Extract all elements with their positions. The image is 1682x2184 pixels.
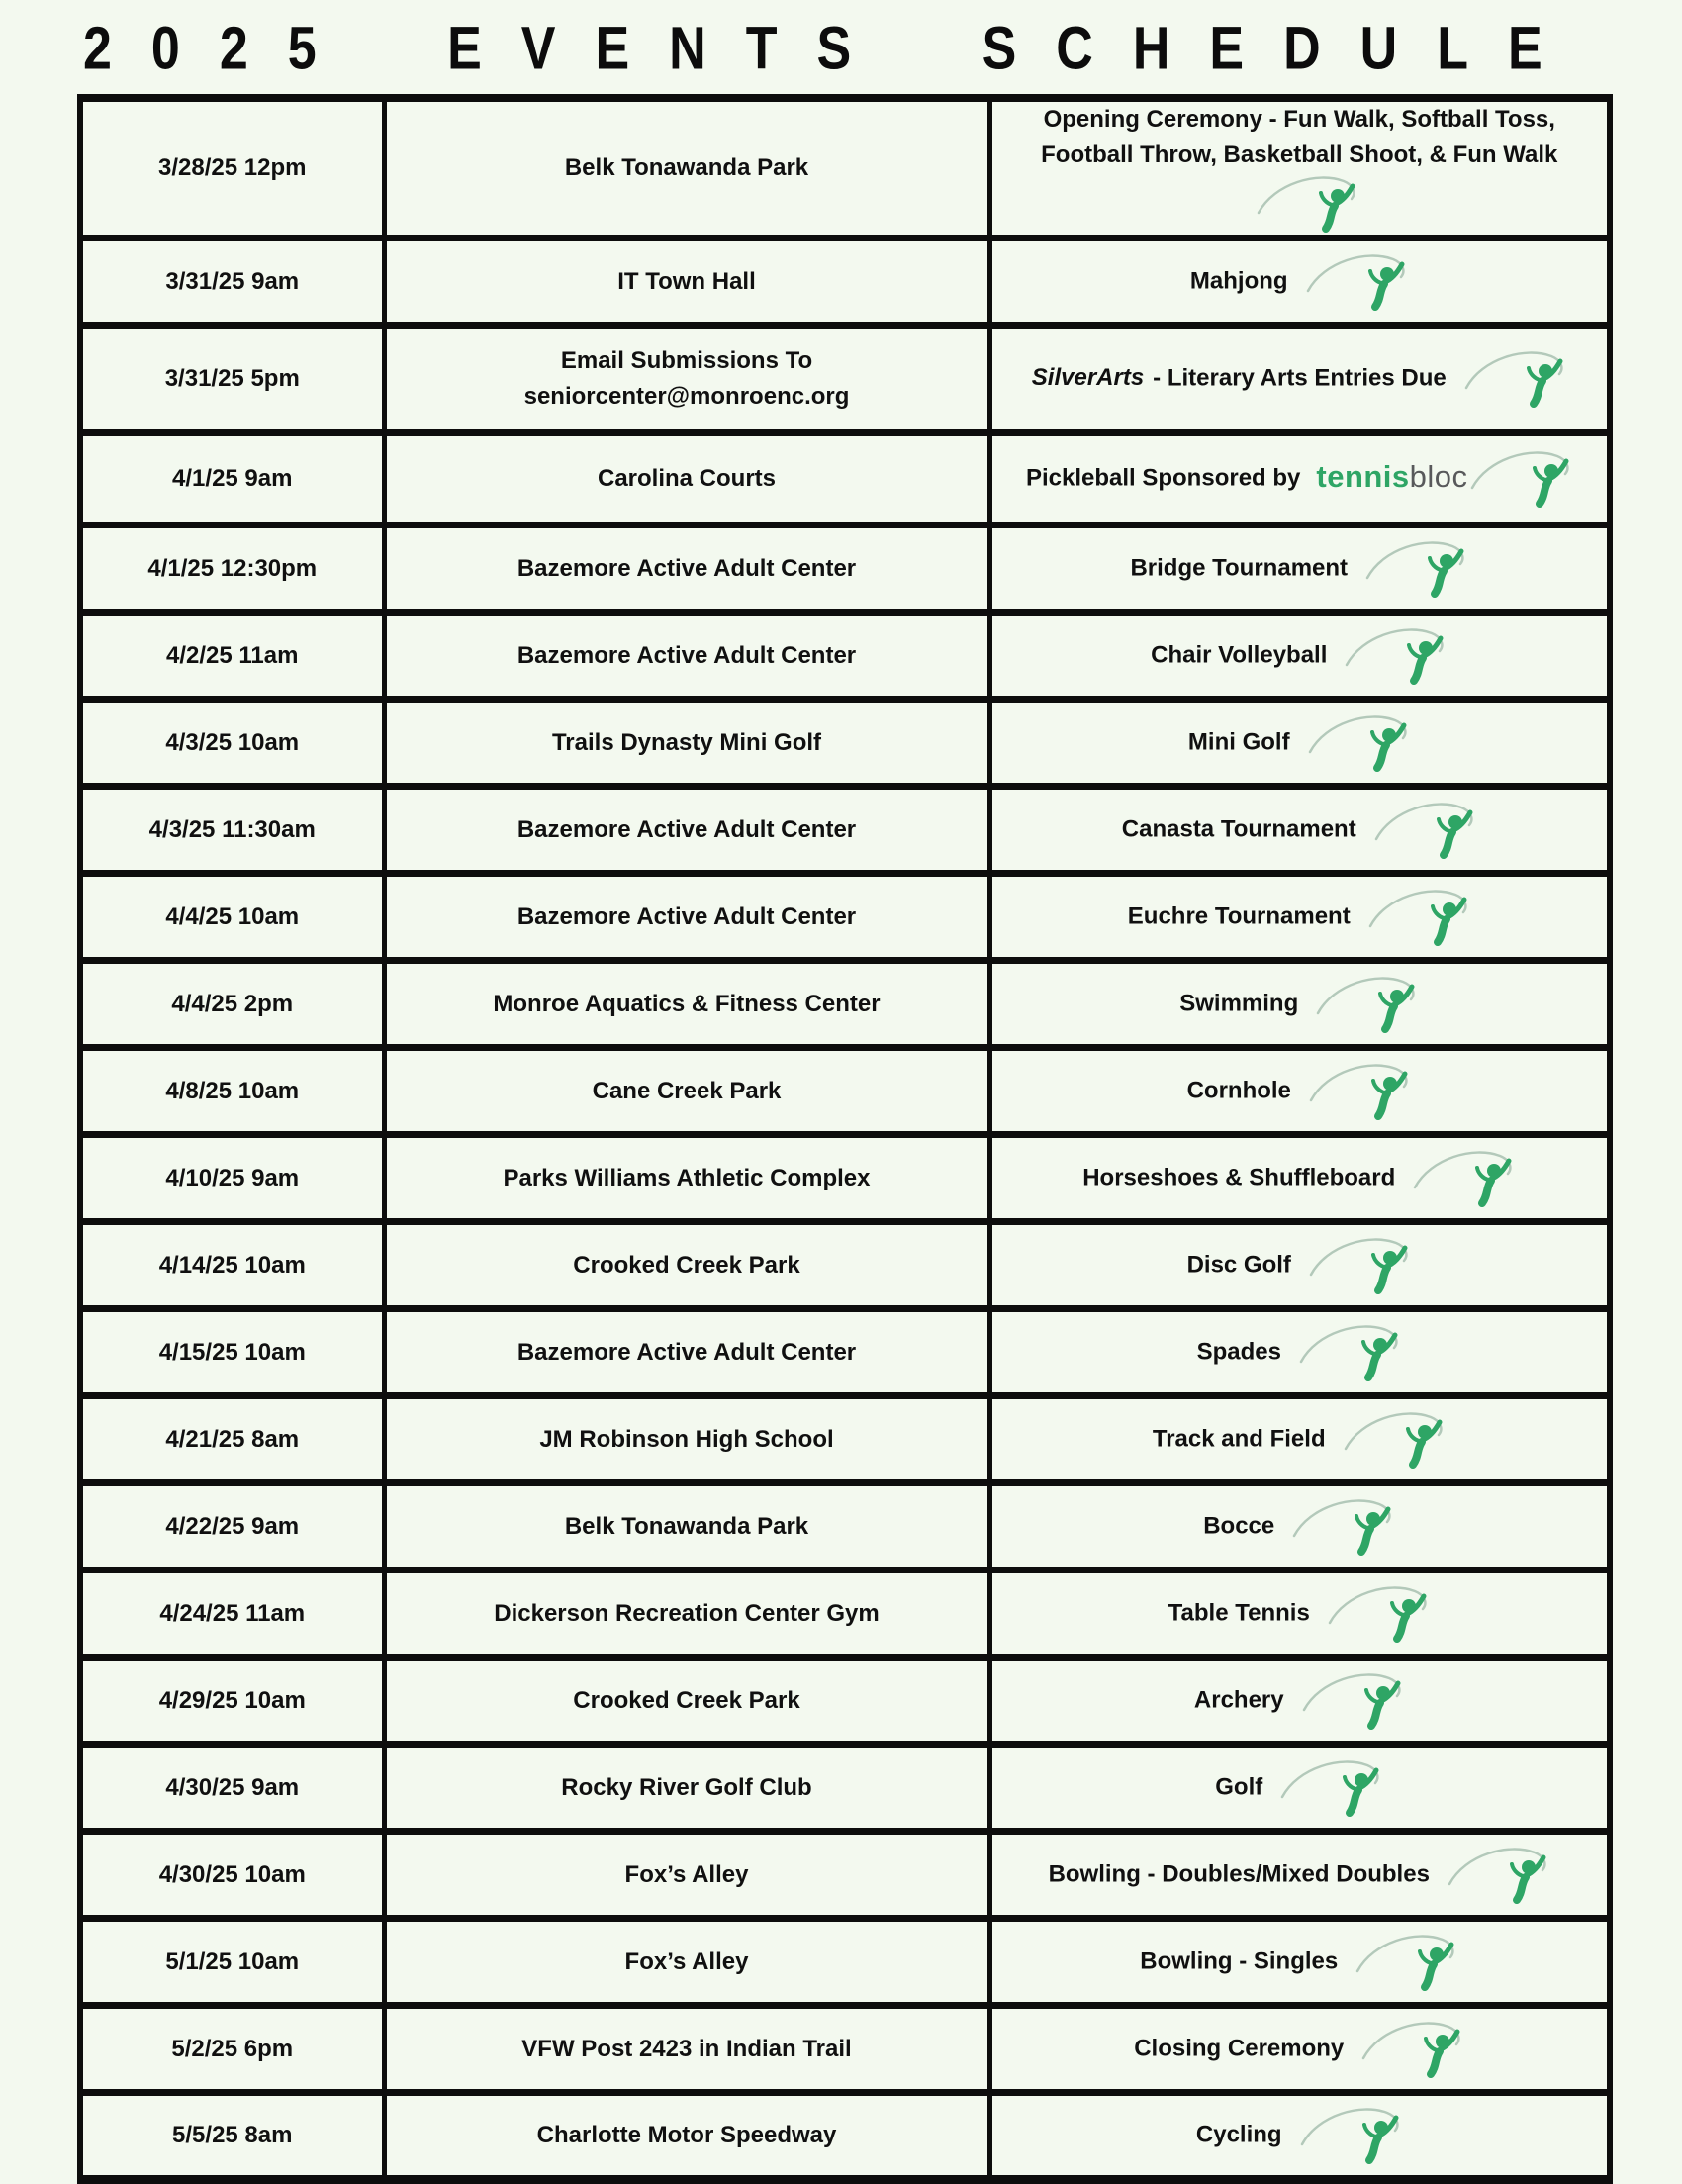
tennis-player-icon: [1280, 1756, 1383, 1817]
event-row: [80, 874, 1610, 961]
event-name-text: Opening Ceremony - Fun Walk, Softball Toss, Football Throw, Basketball Shoot, & Fun Walk: [1041, 106, 1558, 168]
event-datetime: 4/3/25 10am: [80, 700, 384, 787]
event-name: [989, 433, 1610, 525]
event-datetime: 4/30/25 10am: [80, 1832, 384, 1919]
tennisbloc-logo: [1354, 1930, 1458, 1991]
event-name: [989, 1309, 1610, 1396]
event-row: [80, 1832, 1610, 1919]
event-name: [989, 238, 1610, 326]
event-name-text: Euchre Tournament: [1127, 902, 1351, 929]
event-name-text: - Literary Arts Entries Due: [1153, 364, 1447, 392]
tennisbloc-logo: [1304, 249, 1409, 311]
event-location: Trails Dynasty Mini Golf: [384, 700, 989, 787]
event-row: [80, 238, 1610, 326]
event-row: [80, 787, 1610, 874]
event-name: [989, 2093, 1610, 2180]
event-location: Fox’s Alley: [384, 1919, 989, 2006]
event-datetime: 4/3/25 11:30am: [80, 787, 384, 874]
page-title: 2025 EVENTS SCHEDULE: [83, 15, 1582, 83]
tennis-player-icon: [1448, 1843, 1550, 1904]
event-row: [80, 2006, 1610, 2093]
event-name-text: Table Tennis: [1168, 1598, 1310, 1626]
event-location: Cane Creek Park: [384, 1048, 989, 1135]
tennisbloc-logo: [1363, 536, 1468, 598]
tennis-player-icon: [1374, 798, 1477, 859]
event-name-text: Pickleball Sponsored by: [1025, 464, 1301, 492]
event-name-text: Spades: [1196, 1337, 1281, 1365]
event-datetime: 4/14/25 10am: [80, 1222, 384, 1309]
event-row: [80, 433, 1610, 525]
event-name: [989, 1048, 1610, 1135]
tennisbloc-logo-bloc-text: bloc: [1409, 458, 1468, 494]
tennisbloc-logo: [1366, 885, 1471, 946]
tennisbloc-logo: [1326, 1581, 1431, 1643]
event-datetime: 5/2/25 6pm: [80, 2006, 384, 2093]
event-row: [80, 2093, 1610, 2180]
event-name-text: Horseshoes & Shuffleboard: [1082, 1163, 1396, 1190]
event-row: [80, 613, 1610, 700]
event-name-text: Chair Volleyball: [1151, 640, 1328, 668]
tennisbloc-logo: [1342, 1407, 1447, 1469]
tennis-player-icon: [1464, 346, 1567, 408]
event-name: [989, 1483, 1610, 1570]
tennisbloc-logo: [1316, 446, 1572, 508]
event-name-text: Canasta Tournament: [1121, 814, 1356, 842]
tennisbloc-logo: [1278, 1756, 1383, 1817]
tennis-player-icon: [1309, 1233, 1412, 1294]
event-datetime: 4/22/25 9am: [80, 1483, 384, 1570]
event-row: [80, 1919, 1610, 2006]
event-location: Belk Tonawanda Park: [384, 1483, 989, 1570]
event-row: [80, 1396, 1610, 1483]
event-location: JM Robinson High School: [384, 1396, 989, 1483]
event-name-text: Closing Ceremony: [1134, 2034, 1345, 2061]
tennisbloc-logo: [1255, 171, 1359, 233]
events-table: [77, 94, 1613, 2184]
event-name: [989, 961, 1610, 1048]
events-table-body: [80, 98, 1610, 2180]
event-datetime: 5/1/25 10am: [80, 1919, 384, 2006]
tennis-player-icon: [1257, 171, 1359, 233]
event-name-text: Bocce: [1203, 1511, 1275, 1539]
event-name: [989, 1745, 1610, 1832]
event-name-text: Bowling - Singles: [1140, 1947, 1339, 1974]
event-row: [80, 700, 1610, 787]
tennis-player-icon: [1355, 1930, 1458, 1991]
event-location: Charlotte Motor Speedway: [384, 2093, 989, 2180]
tennis-player-icon: [1344, 1407, 1447, 1469]
event-row: [80, 1483, 1610, 1570]
event-location: Bazemore Active Adult Center: [384, 1309, 989, 1396]
event-name: [989, 1658, 1610, 1745]
event-location: Fox’s Alley: [384, 1832, 989, 1919]
event-datetime: 4/29/25 10am: [80, 1658, 384, 1745]
event-row: [80, 1135, 1610, 1222]
tennisbloc-logo: [1300, 1668, 1405, 1730]
event-datetime: 4/24/25 11am: [80, 1570, 384, 1658]
tennis-player-icon: [1299, 1320, 1402, 1381]
event-location: Rocky River Golf Club: [384, 1745, 989, 1832]
event-datetime: 4/30/25 9am: [80, 1745, 384, 1832]
event-name: [989, 874, 1610, 961]
event-datetime: 4/4/25 10am: [80, 874, 384, 961]
event-row: [80, 326, 1610, 433]
event-location: VFW Post 2423 in Indian Trail: [384, 2006, 989, 2093]
event-location: Crooked Creek Park: [384, 1222, 989, 1309]
event-row: [80, 1048, 1610, 1135]
event-name: [989, 787, 1610, 874]
event-name-text: Archery: [1193, 1685, 1284, 1713]
event-name: [989, 2006, 1610, 2093]
event-row: [80, 1658, 1610, 1745]
tennisbloc-logo: [1343, 623, 1448, 685]
event-datetime: 4/4/25 2pm: [80, 961, 384, 1048]
tennis-player-icon: [1361, 2017, 1464, 2078]
tennisbloc-logo: [1306, 711, 1411, 772]
event-name-text: Golf: [1215, 1772, 1263, 1800]
event-name: [989, 1135, 1610, 1222]
event-row: [80, 961, 1610, 1048]
tennisbloc-logo: [1462, 346, 1567, 408]
event-datetime: 4/15/25 10am: [80, 1309, 384, 1396]
event-row: [80, 1222, 1610, 1309]
event-location: Bazemore Active Adult Center: [384, 525, 989, 613]
tennisbloc-logo: [1446, 1843, 1550, 1904]
event-name: [989, 1396, 1610, 1483]
event-datetime: 3/31/25 5pm: [80, 326, 384, 433]
event-datetime: 4/1/25 9am: [80, 433, 384, 525]
event-name-text: Cycling: [1195, 2121, 1282, 2148]
event-location: Dickerson Recreation Center Gym: [384, 1570, 989, 1658]
event-name-text: Cornhole: [1186, 1076, 1291, 1103]
event-row: [80, 98, 1610, 238]
event-location: Email Submissions To seniorcenter@monroenc.org: [384, 326, 989, 433]
tennisbloc-logo: [1359, 2017, 1464, 2078]
event-name-text: Bridge Tournament: [1130, 553, 1349, 581]
tennis-player-icon: [1292, 1494, 1395, 1556]
event-datetime: 4/1/25 12:30pm: [80, 525, 384, 613]
event-location: Parks Williams Athletic Complex: [384, 1135, 989, 1222]
tennisbloc-logo: [1314, 972, 1419, 1033]
tennis-player-icon: [1413, 1146, 1516, 1207]
tennis-player-icon: [1308, 711, 1411, 772]
tennis-player-icon: [1365, 536, 1468, 598]
tennis-player-icon: [1309, 1059, 1412, 1120]
tennisbloc-logo-tennis-text: tennis: [1316, 458, 1410, 494]
tennis-player-icon: [1306, 249, 1409, 311]
event-datetime: 3/31/25 9am: [80, 238, 384, 326]
event-name-text: Disc Golf: [1186, 1250, 1291, 1278]
event-row: [80, 1745, 1610, 1832]
event-name: [989, 326, 1610, 433]
event-name-text: Track and Field: [1152, 1424, 1326, 1452]
tennis-player-icon: [1470, 446, 1573, 508]
event-datetime: 4/21/25 8am: [80, 1396, 384, 1483]
event-location: Bazemore Active Adult Center: [384, 874, 989, 961]
event-name-text: Bowling - Doubles/Mixed Doubles: [1048, 1859, 1430, 1887]
tennisbloc-logo: [1290, 1494, 1395, 1556]
tennisbloc-logo: [1297, 1320, 1402, 1381]
tennisbloc-logo: [1298, 2103, 1403, 2164]
tennis-player-icon: [1316, 972, 1419, 1033]
event-name-italic-part: SilverArts: [1031, 364, 1145, 392]
tennis-player-icon: [1368, 885, 1471, 946]
event-name: [989, 525, 1610, 613]
event-row: [80, 525, 1610, 613]
event-name-text: Mini Golf: [1187, 727, 1290, 755]
event-location: Monroe Aquatics & Fitness Center: [384, 961, 989, 1048]
tennisbloc-logo: [1307, 1059, 1412, 1120]
tennisbloc-logo: [1411, 1146, 1516, 1207]
event-name: [989, 1570, 1610, 1658]
event-name-text: Swimming: [1179, 989, 1299, 1016]
event-datetime: 4/10/25 9am: [80, 1135, 384, 1222]
tennisbloc-logo: [1307, 1233, 1412, 1294]
event-location: IT Town Hall: [384, 238, 989, 326]
event-name: [989, 98, 1610, 238]
tennis-player-icon: [1328, 1581, 1431, 1643]
event-name: [989, 1222, 1610, 1309]
event-row: [80, 1570, 1610, 1658]
event-location: Belk Tonawanda Park: [384, 98, 989, 238]
event-location: Bazemore Active Adult Center: [384, 787, 989, 874]
event-datetime: 4/8/25 10am: [80, 1048, 384, 1135]
tennis-player-icon: [1302, 1668, 1405, 1730]
event-name-text: Mahjong: [1189, 266, 1288, 294]
event-datetime: 5/5/25 8am: [80, 2093, 384, 2180]
event-location: Carolina Courts: [384, 433, 989, 525]
event-datetime: 3/28/25 12pm: [80, 98, 384, 238]
event-name: [989, 613, 1610, 700]
event-name: [989, 700, 1610, 787]
event-name: [989, 1919, 1610, 2006]
tennisbloc-logo: [1372, 798, 1477, 859]
event-location: Crooked Creek Park: [384, 1658, 989, 1745]
event-name: [989, 1832, 1610, 1919]
tennis-player-icon: [1300, 2103, 1403, 2164]
event-row: [80, 1309, 1610, 1396]
tennis-player-icon: [1345, 623, 1448, 685]
event-location: Bazemore Active Adult Center: [384, 613, 989, 700]
event-datetime: 4/2/25 11am: [80, 613, 384, 700]
